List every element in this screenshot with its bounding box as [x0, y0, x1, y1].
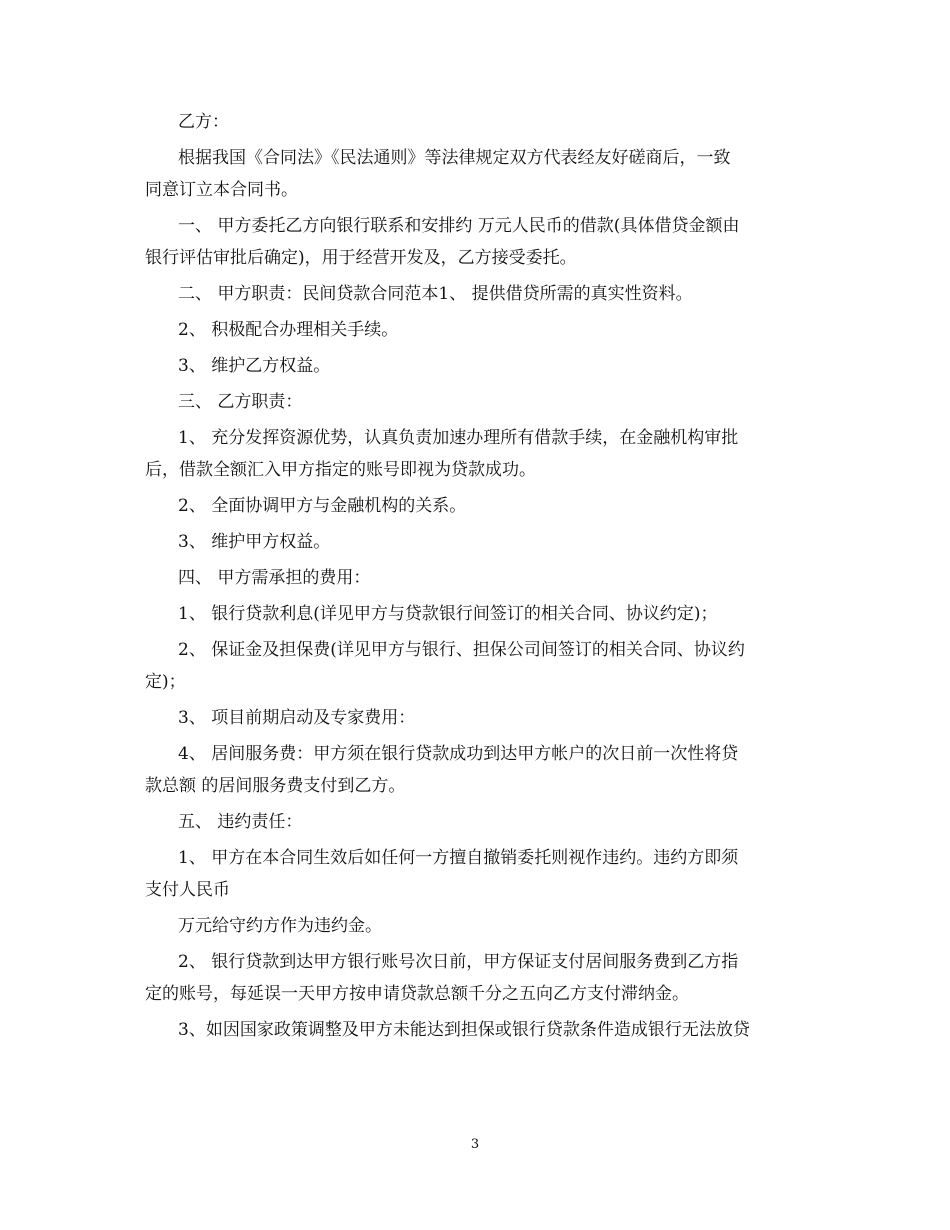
text-line: 1、 充分发挥资源优势，认真负责加速办理所有借款手续，在金融机构审批 [178, 428, 739, 448]
text-line: 一、 甲方委托乙方向银行联系和安排约 万元人民币的借款(具体借贷金额由 [178, 216, 740, 236]
text-line: 3、 维护乙方权益。 [178, 356, 331, 376]
page-number: 3 [470, 1137, 480, 1152]
text-line: 款总额 的居间服务费支付到乙方。 [145, 776, 406, 796]
document-body [145, 112, 810, 1056]
text-line: 银行评估审批后确定)，用于经营开发及，乙方接受委托。 [145, 248, 577, 268]
text-line: 同意订立本合同书。 [145, 180, 298, 200]
text-line: 后，借款全额汇入甲方指定的账号即视为贷款成功。 [145, 460, 536, 480]
text-line: 乙方： [178, 112, 229, 132]
text-line: 定)； [145, 672, 186, 692]
text-line: 2、 银行贷款到达甲方银行账号次日前，甲方保证支付居间服务费到乙方指 [178, 952, 739, 972]
text-line: 根据我国《合同法》《民法通则》等法律规定双方代表经友好磋商后，一致 [178, 148, 731, 168]
text-line: 3、 维护甲方权益。 [178, 532, 331, 552]
text-line: 1、 甲方在本合同生效后如任何一方擅自撤销委托则视作违约。违约方即须 [178, 848, 739, 868]
text-line: 四、 甲方需承担的费用： [178, 568, 371, 588]
text-line: 3、 项目前期启动及专家费用： [178, 708, 416, 728]
text-line: 2、 保证金及担保费(详见甲方与银行、担保公司间签订的相关合同、协议约 [178, 640, 745, 660]
text-line: 三、 乙方职责： [178, 392, 303, 412]
text-line: 3、如因国家政策调整及甲方未能达到担保或银行贷款条件造成银行无法放贷 [178, 1020, 750, 1040]
text-line: 定的账号，每延误一天甲方按申请贷款总额千分之五向乙方支付滞纳金。 [145, 984, 689, 1004]
text-line: 支付人民币 [145, 880, 230, 900]
text-line: 2、 全面协调甲方与金融机构的关系。 [178, 496, 467, 516]
text-line: 1、 银行贷款利息(详见甲方与贷款银行间签订的相关合同、协议约定)； [178, 604, 718, 624]
text-line: 五、 违约责任： [178, 812, 303, 832]
text-line: 4、 居间服务费：甲方须在银行贷款成功到达甲方帐户的次日前一次性将贷 [178, 744, 739, 764]
text-line: 2、 积极配合办理相关手续。 [178, 320, 399, 340]
text-line: 万元给守约方作为违约金。 [178, 916, 382, 936]
text-line: 二、 甲方职责：民间贷款合同范本1、 提供借贷所需的真实性资料。 [178, 284, 693, 304]
